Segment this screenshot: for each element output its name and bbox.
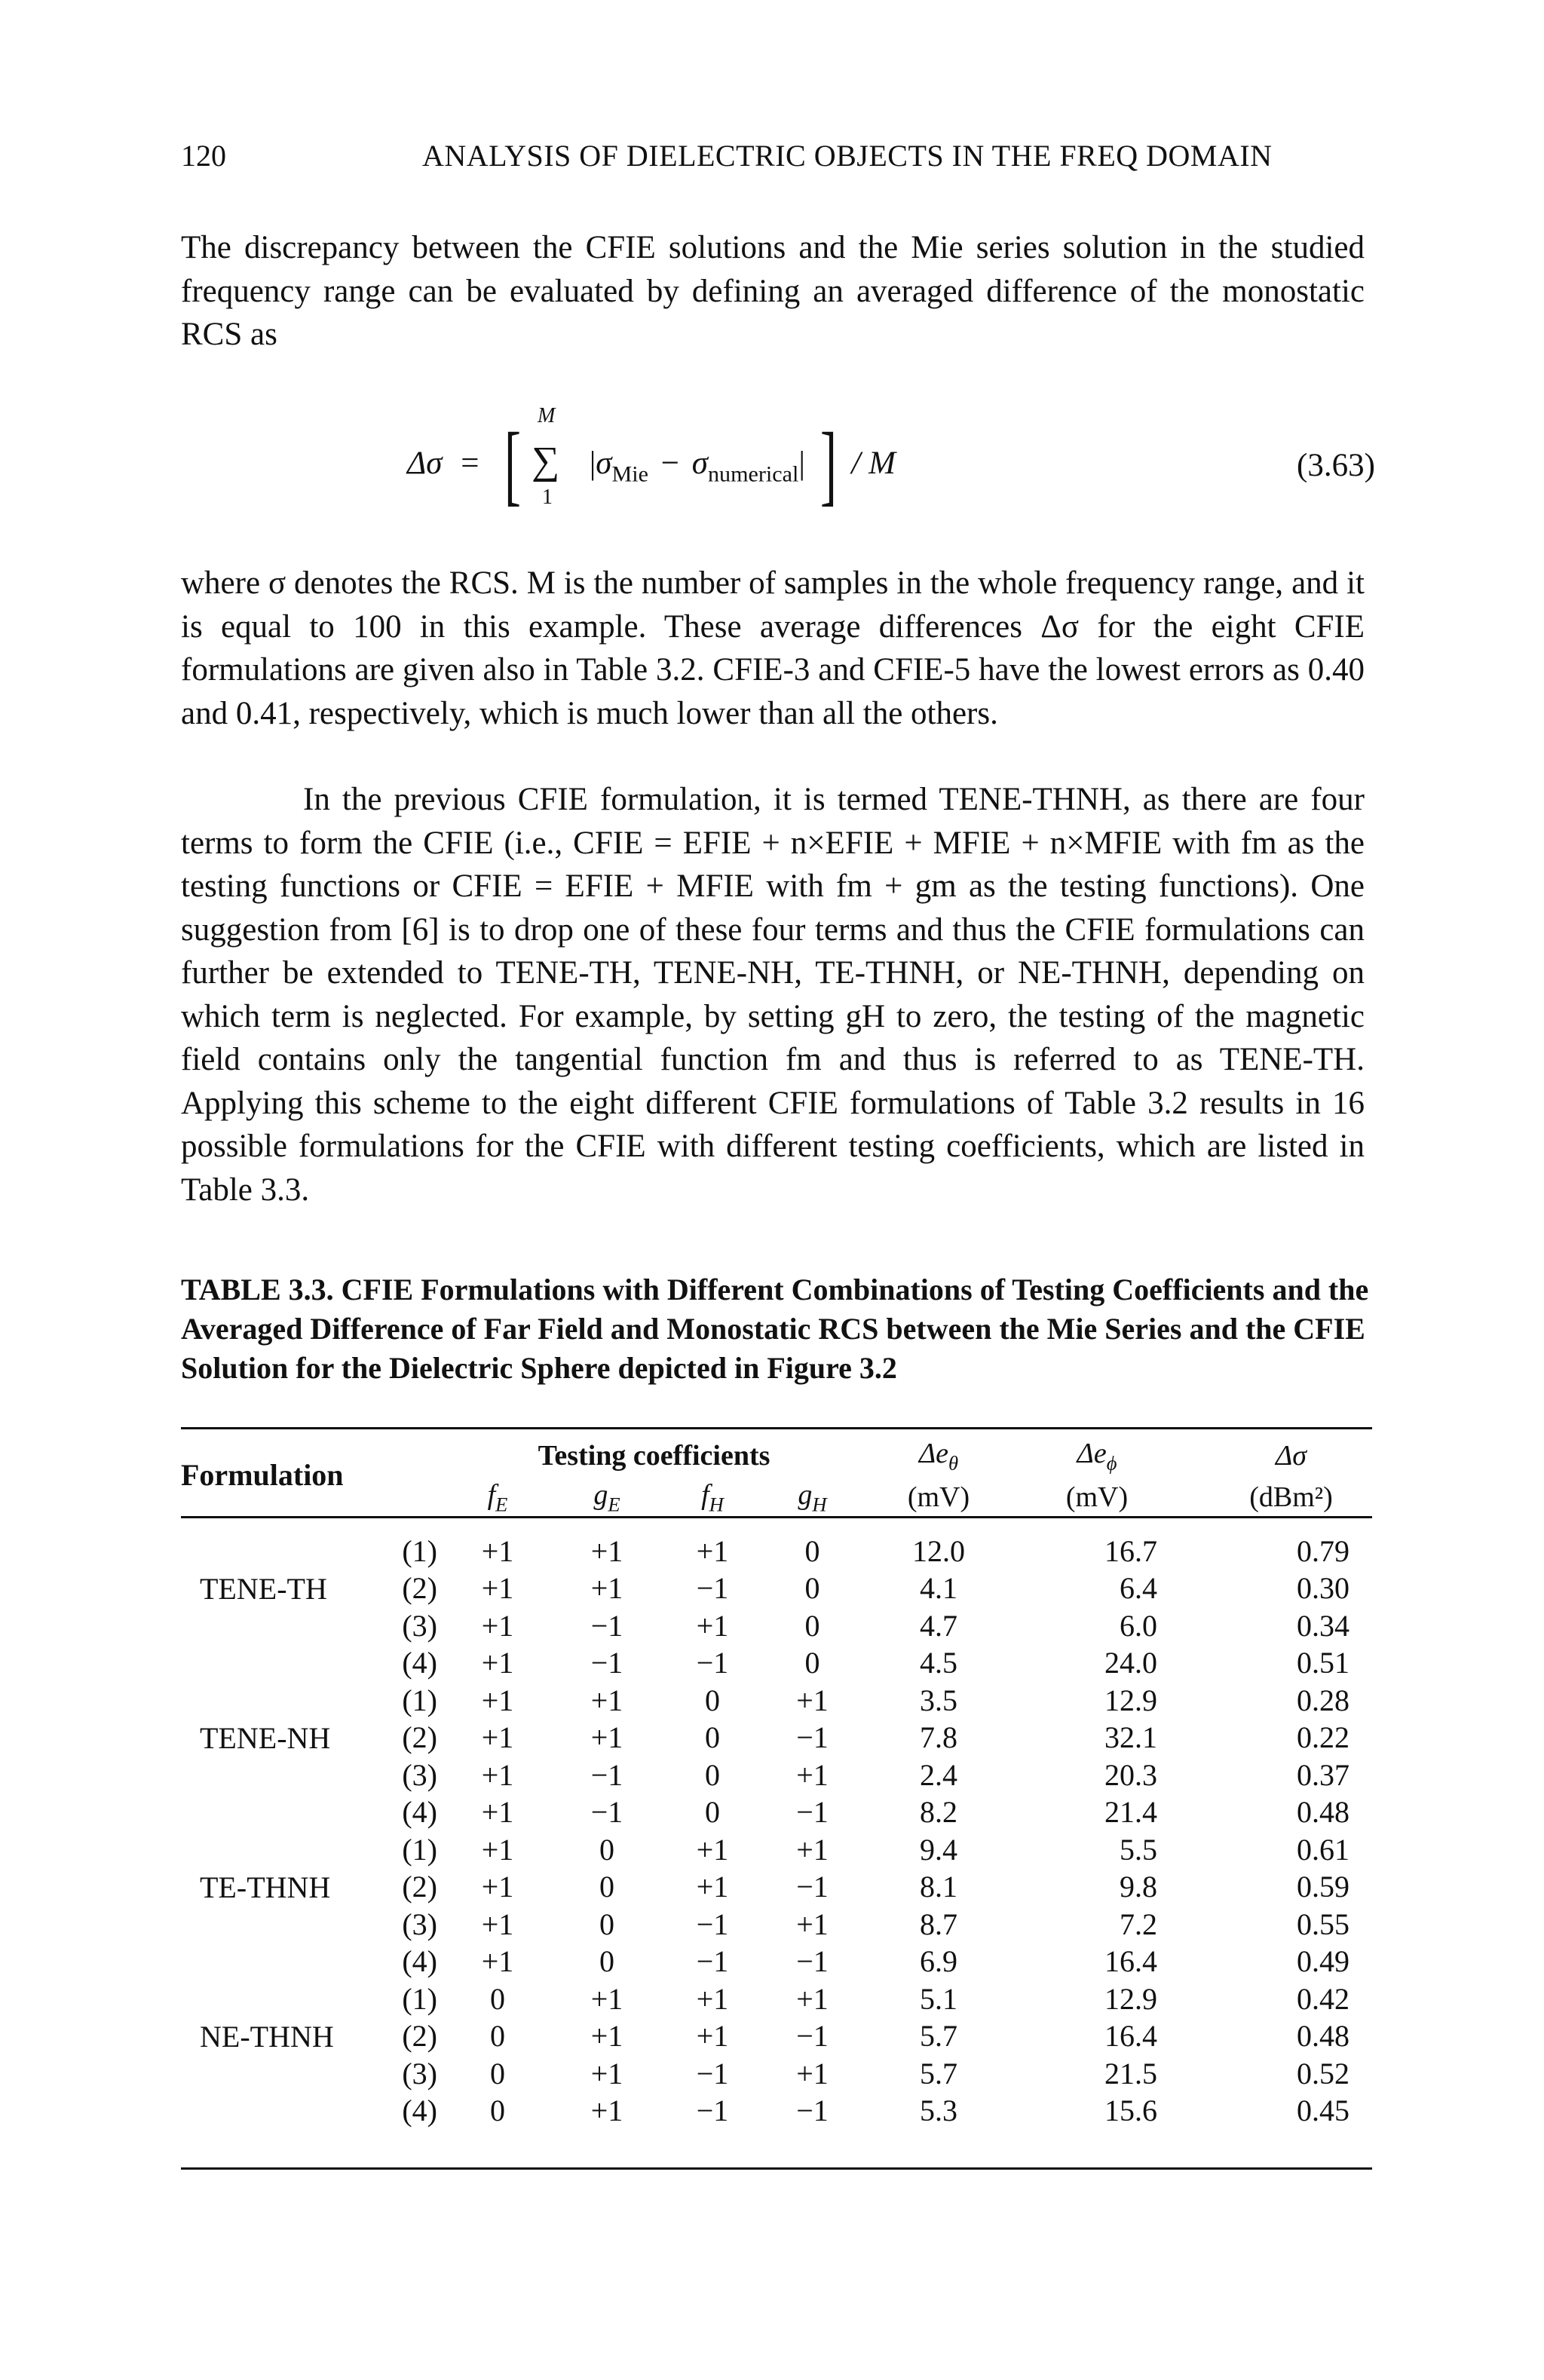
header-dsigma: Δσ: [1275, 1440, 1307, 1472]
row-index: (2): [402, 2019, 437, 2054]
table-row: [181, 1830, 1372, 1868]
table-row: [181, 1905, 1372, 1943]
cell-fH: 0: [705, 1757, 720, 1792]
header-fE: $f_E$: [487, 1479, 508, 1516]
paragraph-formulation: In the previous CFIE formulation, it is termed TENE-THNH, as there are four terms to form the CFIE (i.e., CFIE = EFIE + n×EFIE + MFIE + n×MFIE with fm as the testing functions or CFIE = EFIE + MFIE with fm + gm as the testing functions). One suggestion from [6] is to drop one of these four terms and thus the CFIE formulations can further be extended to TENE-TH, TENE-NH, TE-THNH, or NE-THNH, depending on which term is neglected. For example, by setting gH to zero, the testing of the magnetic field contains only the tangential function fm and thus is referred to as TENE-TH. Applying this scheme to the eight different CFIE formulations of Table 3.2 results in 16 possible formulations for the CFIE with different testing coefficients, which are listed in Table 3.3.: [181, 782, 1365, 1208]
cell-gH: 0: [804, 1608, 820, 1643]
cell-fH: −1: [696, 1944, 729, 1979]
cell-de-theta: 4.5: [920, 1646, 957, 1680]
formulation-name: [181, 1681, 354, 1719]
table-row: [181, 1518, 1372, 1570]
table-row: [181, 1644, 1372, 1682]
eq-num-sub: numerical: [707, 461, 799, 487]
cell-de-phi: 12.9: [1104, 1683, 1157, 1717]
cell-de-phi: 16.4: [1104, 1944, 1157, 1979]
cell-gH: −1: [796, 1720, 829, 1755]
cell-de-phi: 21.5: [1104, 2056, 1157, 2091]
cell-dsigma: 0.79: [1297, 1533, 1349, 1568]
cell-de-theta: 12.0: [912, 1533, 965, 1568]
row-index: (1): [402, 1832, 437, 1867]
table-row: [181, 1756, 1372, 1793]
cell-fE: +1: [481, 1646, 514, 1680]
eq-bracket-open: [: [504, 414, 522, 514]
cell-fH: −1: [696, 1907, 729, 1941]
header-testing-coefficients: Testing coefficients: [538, 1440, 770, 1472]
eq-mie-sub: Mie: [611, 461, 648, 487]
cell-de-phi: 12.9: [1104, 1981, 1157, 2016]
table-row: [181, 1719, 1372, 1757]
table-row: [181, 1570, 1372, 1607]
formulation-name: [181, 2054, 354, 2092]
cell-fH: 0: [705, 1795, 720, 1830]
cell-gH: 0: [804, 1571, 820, 1606]
formulation-name: TE-THNH: [200, 1870, 331, 1905]
cell-fE: 0: [490, 2094, 505, 2128]
cell-dsigma: 0.49: [1297, 1944, 1349, 1979]
cell-fE: +1: [481, 1944, 514, 1979]
cell-gE: +1: [590, 2056, 623, 2091]
cell-fE: 0: [490, 2056, 505, 2091]
header-de-phi: $\Delta e_\phi$: [1077, 1437, 1117, 1475]
cell-de-phi: 6.4: [1120, 1571, 1157, 1606]
cell-dsigma: 0.34: [1297, 1608, 1349, 1643]
eq-lower-limit: 1: [541, 485, 553, 509]
cell-fH: +1: [696, 1870, 729, 1904]
cell-gH: 0: [804, 1533, 820, 1568]
cell-de-phi: 6.0: [1120, 1608, 1157, 1643]
cell-dsigma: 0.22: [1297, 1720, 1349, 1755]
table-top-rule: [181, 1427, 1372, 1429]
cell-gH: +1: [796, 1907, 829, 1941]
header-unit-mv-phi: (mV): [1065, 1481, 1129, 1514]
table-row: [181, 1793, 1372, 1831]
table-row: [181, 2017, 1372, 2055]
row-index: (1): [402, 1981, 437, 2016]
row-index: (3): [402, 1608, 437, 1643]
row-index: (1): [402, 1533, 437, 1568]
eq-lhs: Δσ: [407, 446, 443, 481]
cell-dsigma: 0.51: [1297, 1646, 1349, 1680]
row-index: (1): [402, 1683, 437, 1717]
cell-de-phi: 16.4: [1104, 2019, 1157, 2054]
cell-fE: 0: [490, 1981, 505, 2016]
eq-sigma-mie: σ: [596, 446, 612, 481]
formulation-name: [181, 1905, 354, 1943]
cell-gE: 0: [599, 1832, 614, 1867]
table-row: [181, 1980, 1372, 2017]
cell-fH: +1: [696, 1981, 729, 2016]
cell-gE: −1: [590, 1608, 623, 1643]
cell-gH: 0: [804, 1646, 820, 1680]
cell-dsigma: 0.42: [1297, 1981, 1349, 2016]
cell-de-theta: 7.8: [920, 1720, 957, 1755]
formulation-name: NE-THNH: [200, 2020, 334, 2054]
cell-fH: −1: [696, 1646, 729, 1680]
formulation-name: [181, 1793, 354, 1831]
row-index: (4): [402, 1795, 437, 1830]
cell-fE: +1: [481, 1832, 514, 1867]
cell-gE: +1: [590, 1683, 623, 1717]
formulation-name: TENE-TH: [200, 1572, 327, 1607]
cell-gH: −1: [796, 2019, 829, 2054]
cell-de-theta: 4.7: [920, 1608, 957, 1643]
cell-de-phi: 21.4: [1104, 1795, 1157, 1830]
eq-divide: / M: [851, 446, 896, 481]
cell-fH: −1: [696, 2094, 729, 2128]
cell-fH: +1: [696, 1533, 729, 1568]
table-bottom-rule: [181, 2167, 1372, 2170]
equation-number: (3.63): [1297, 448, 1375, 483]
cell-de-theta: 2.4: [920, 1757, 957, 1792]
cell-de-phi: 20.3: [1104, 1757, 1157, 1792]
cell-de-phi: 5.5: [1120, 1832, 1157, 1867]
page-number: 120: [181, 139, 226, 173]
header-gH: $g_H$: [798, 1479, 827, 1516]
eq-minus: −: [660, 446, 680, 481]
cell-de-theta: 3.5: [920, 1683, 957, 1717]
table-row: [181, 2092, 1372, 2130]
cell-gE: +1: [590, 2019, 623, 2054]
cell-gH: −1: [796, 1795, 829, 1830]
cell-gE: +1: [590, 1571, 623, 1606]
cell-de-theta: 5.3: [920, 2094, 957, 2128]
cell-fH: 0: [705, 1683, 720, 1717]
table-row: [181, 2054, 1372, 2092]
cell-fE: +1: [481, 1907, 514, 1941]
table-row: [181, 1681, 1372, 1719]
equation-body: Δσ = [ M ∑ 1 $|\sigma_{Mie} - \sigma_{numerical}|$ ] / M: [407, 412, 896, 516]
cell-gH: +1: [796, 2056, 829, 2091]
cell-fE: +1: [481, 1683, 514, 1717]
formulation-name: TENE-NH: [200, 1721, 331, 1756]
cell-gE: −1: [590, 1646, 623, 1680]
cell-fH: −1: [696, 1571, 729, 1606]
cell-de-phi: 9.8: [1120, 1870, 1157, 1904]
running-title: ANALYSIS OF DIELECTRIC OBJECTS IN THE FREQ DOMAIN: [422, 139, 1273, 173]
cell-gE: −1: [590, 1757, 623, 1792]
cell-fH: +1: [696, 2019, 729, 2054]
header-de-theta: $\Delta e_\theta$: [918, 1437, 959, 1475]
cell-de-phi: 32.1: [1104, 1720, 1157, 1755]
cell-dsigma: 0.30: [1297, 1571, 1349, 1606]
cell-gE: 0: [599, 1907, 614, 1941]
cell-fE: +1: [481, 1533, 514, 1568]
cell-dsigma: 0.48: [1297, 2019, 1349, 2054]
cell-de-phi: 16.7: [1104, 1533, 1157, 1568]
cell-fH: −1: [696, 2056, 729, 2091]
cell-fH: +1: [696, 1608, 729, 1643]
cell-gH: −1: [796, 1944, 829, 1979]
data-table: [181, 1433, 1372, 2129]
header-unit-dbm: (dBm²): [1249, 1481, 1333, 1514]
formulation-name: [181, 1980, 354, 2017]
cell-de-theta: 8.2: [920, 1795, 957, 1830]
formulation-name: [181, 1607, 354, 1644]
cell-gH: +1: [796, 1832, 829, 1867]
cell-gE: +1: [590, 1533, 623, 1568]
formulation-name: [181, 1830, 354, 1868]
cell-dsigma: 0.37: [1297, 1757, 1349, 1792]
formulation-name: [181, 1756, 354, 1793]
equation-3-63: [407, 388, 1375, 514]
eq-bracket-close: ]: [819, 414, 837, 514]
cell-de-theta: 8.1: [920, 1870, 957, 1904]
formulation-name: [181, 1943, 354, 1980]
cell-gH: +1: [796, 1683, 829, 1717]
header-formulation: Formulation: [181, 1457, 344, 1492]
cell-gE: −1: [590, 1795, 623, 1830]
cell-gE: 0: [599, 1870, 614, 1904]
cell-gH: −1: [796, 1870, 829, 1904]
cell-gE: +1: [590, 2094, 623, 2128]
cell-gE: 0: [599, 1944, 614, 1979]
cell-dsigma: 0.55: [1297, 1907, 1349, 1941]
cell-de-theta: 8.7: [920, 1907, 957, 1941]
cell-de-theta: 5.7: [920, 2019, 957, 2054]
row-index: (4): [402, 1944, 437, 1979]
eq-upper-limit: M: [537, 404, 556, 427]
cell-fE: +1: [481, 1720, 514, 1755]
eq-equals: =: [461, 446, 479, 481]
cell-dsigma: 0.28: [1297, 1683, 1349, 1717]
cell-de-phi: 15.6: [1104, 2094, 1157, 2128]
table-row: [181, 1607, 1372, 1644]
header-gE: $g_E$: [593, 1479, 620, 1516]
cell-fE: +1: [481, 1795, 514, 1830]
cell-gE: +1: [590, 1981, 623, 2016]
cell-dsigma: 0.48: [1297, 1795, 1349, 1830]
paragraph-where: where σ denotes the RCS. M is the number of samples in the whole frequency range, and it is equal to 100 in this example. These average differences Δσ for the eight CFIE formulations are given also in Table 3.2. CFIE-3 and CFIE-5 have the lowest errors as 0.40 and 0.41, respectively, which is much lower than all the others.: [181, 565, 1365, 731]
cell-dsigma: 0.61: [1297, 1832, 1349, 1867]
row-index: (3): [402, 2056, 437, 2091]
cell-gE: +1: [590, 1720, 623, 1755]
cell-fE: +1: [481, 1870, 514, 1904]
row-index: (4): [402, 1646, 437, 1680]
cell-gH: +1: [796, 1981, 829, 2016]
cell-dsigma: 0.52: [1297, 2056, 1349, 2091]
header-unit-mv-theta: (mV): [907, 1481, 970, 1514]
formulation-name: [181, 1518, 354, 1570]
cell-fH: 0: [705, 1720, 720, 1755]
cell-de-theta: 6.9: [920, 1944, 957, 1979]
table-row: [181, 1943, 1372, 1980]
cell-fE: +1: [481, 1608, 514, 1643]
table-caption: TABLE 3.3. CFIE Formulations with Different Combinations of Testing Coefficients and the Averaged Difference of Far Field and Monostatic RCS between the Mie Series and the CFIE Solution for the Dielectric Sphere depicted in Figure 3.2: [181, 1273, 1369, 1385]
cell-dsigma: 0.59: [1297, 1870, 1349, 1904]
cell-de-theta: 5.1: [920, 1981, 957, 2016]
formulation-name: [181, 1644, 354, 1682]
header-fH: $f_H$: [701, 1479, 724, 1516]
eq-sum-symbol: ∑: [531, 440, 560, 482]
row-index: (2): [402, 1571, 437, 1606]
cell-fE: 0: [490, 2019, 505, 2054]
eq-summation: [531, 404, 565, 509]
paragraph-intro: The discrepancy between the CFIE solutions and the Mie series solution in the studied frequency range can be evaluated by defining an averaged difference of the monostatic RCS as: [181, 230, 1365, 352]
cell-de-phi: 24.0: [1104, 1646, 1157, 1680]
cell-de-theta: 9.4: [920, 1832, 957, 1867]
cell-gH: +1: [796, 1757, 829, 1792]
cell-de-theta: 5.7: [920, 2056, 957, 2091]
table-row: [181, 1868, 1372, 1906]
formulation-name: [181, 2092, 354, 2130]
row-index: (4): [402, 2094, 437, 2128]
row-index: (2): [402, 1720, 437, 1755]
cell-fE: +1: [481, 1757, 514, 1792]
eq-sigma-num: σ: [691, 446, 708, 481]
table-body: [181, 1518, 1372, 2130]
row-index: (3): [402, 1907, 437, 1941]
cell-dsigma: 0.45: [1297, 2094, 1349, 2128]
cell-de-phi: 7.2: [1120, 1907, 1157, 1941]
cell-fH: +1: [696, 1832, 729, 1867]
row-index: (3): [402, 1757, 437, 1792]
row-index: (2): [402, 1870, 437, 1904]
cell-de-theta: 4.1: [920, 1571, 957, 1606]
cell-gH: −1: [796, 2094, 829, 2128]
cell-fE: +1: [481, 1571, 514, 1606]
